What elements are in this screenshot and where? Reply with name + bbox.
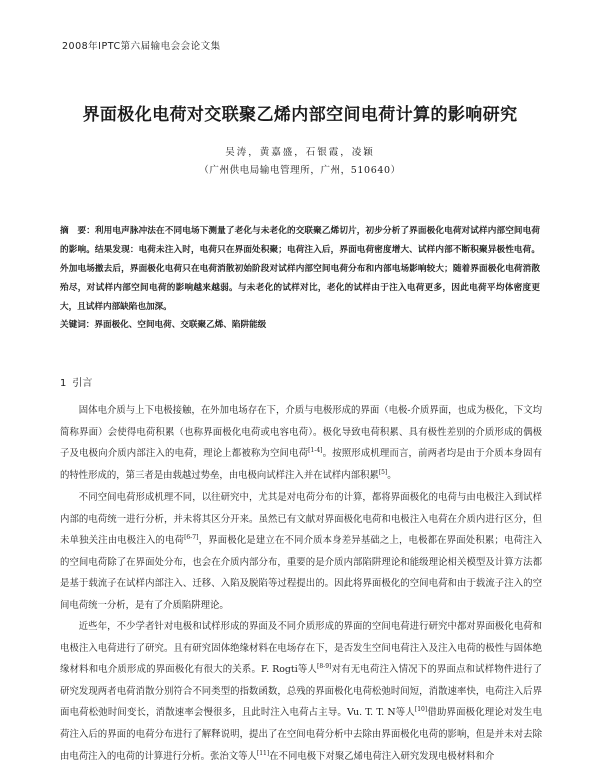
running-header: 2008年IPTC第六届输电会会论文集 bbox=[62, 41, 221, 52]
affiliation: （广州供电局输电管理所，广州，510640） bbox=[199, 165, 401, 176]
citation: [5] bbox=[378, 468, 388, 476]
paragraph-2 bbox=[60, 487, 542, 617]
paragraph-text: 。 bbox=[387, 469, 397, 481]
paragraph-text: 。按照形成机理而言，前两者均是由于介质本身固有的特性形成的，第三者是由载越过势垒，由电极向试样注入并在试样内部积累 bbox=[60, 448, 542, 481]
paragraph-text: 借助界面极化理论对发生电荷注入后的界面的电荷分布进行了解释说明，提出了在空间电荷分析中去除由界面极化电荷的影响，但是并未对去除由电荷注入的电荷的计算进行分析。张治文等人 bbox=[60, 707, 542, 762]
citation: [11] bbox=[256, 749, 270, 757]
paragraph-text: ，界面极化是建立在不同介质本身差异基础之上，电极都在界面处积累；电荷注入的空间电荷除了在界面处分布，也会在介质内部分布，重要的是介质内部陷阱理论和能级理论相关模型及计算方法都是基于载流子在试样内部注入、迁移、入陷及脱陷等过程提出的。因此将界面极化的空间电荷和由于载流子注入的空间电荷统一分析，是有了介质陷阱理论。 bbox=[60, 535, 542, 611]
paragraph-1 bbox=[60, 400, 542, 486]
keywords bbox=[60, 316, 540, 335]
paragraph-text: 在不同电极下对聚乙烯电荷注入研究发现电极材料和介 bbox=[269, 750, 495, 762]
paragraph-text: 对有无电荷注入情况下的界面点和试样物件进行了研究发现两者电荷消散分别符合不同类型的指数函数，总残的界面极化电荷松弛时间短，消散速率快，电荷注入后界面电荷松弛时间变长，消散速率会慢很多，且此时注入电荷占主导。Vu. T. T. N等人 bbox=[60, 664, 542, 719]
authors: 吴涛，黄嘉盛，石银霞，凌颖 bbox=[225, 147, 375, 158]
keywords-text: 界面极化、空间电荷、交联聚乙烯、陷阱能级 bbox=[94, 320, 267, 330]
abstract bbox=[60, 222, 540, 317]
citation: [8-9] bbox=[317, 663, 332, 671]
paragraph-3 bbox=[60, 616, 542, 767]
abstract-text: 利用电声脉冲法在不同电场下测量了老化与未老化的交联聚乙烯切片，初步分析了界面极化电荷对试样内部空间电荷的影响。结果发现：电荷未注入时，电荷只在界面处积聚；电荷注入后，界面电荷密度增大、试样内部不断积聚异极性电荷。外加电场撤去后，界面极化电荷只在电荷消散初始阶段对试样内部空间电荷分布和内部电场影响较大；随着界面极化电荷消散殆尽，对试样内部空间电荷的影响越来越弱。与未老化的试样对比，老化的试样由于注入电荷更多，因此电荷平均体密度更大，且试样内部缺陷也加深。 bbox=[60, 226, 540, 312]
paragraph-text: 近些年，不少学者针对电极和试样形成的界面及不同介质形成的界面的空间电荷进行研究中都对界面极化电荷和电极注入电荷进行了研究。且有研究固体绝缘材料在电场存在下，是否发生空间电荷注入及注入电荷的极性与固体绝缘材料和电介质形成的界面极化有很大的关系。F. Rogti等人 bbox=[60, 621, 542, 676]
paragraph-text: 固体电介质与上下电极接触，在外加电场存在下，介质与电极形成的界面（电极-介质界面，也成为极化，下文均简称界面）会使得电荷积累（也称界面极化电荷或电容电荷）。极化导致电荷积累、具有极性差别的介质形成的偶极子及电极向介质内部注入的电荷，理论上都被称为空间电荷 bbox=[60, 405, 542, 460]
citation: [1-4] bbox=[308, 447, 323, 455]
citation: [6-7] bbox=[184, 534, 199, 542]
citation: [10] bbox=[414, 706, 428, 714]
section-heading bbox=[60, 374, 92, 389]
abstract-label: 摘 要： bbox=[60, 226, 95, 236]
paper-title: 界面极化电荷对交联聚乙烯内部空间电荷计算的影响研究 bbox=[82, 105, 518, 125]
section-number: 1 bbox=[60, 378, 67, 389]
paragraph-text: 不同空间电荷形成机理不同，以往研究中，尤其是对电荷分布的计算，都将界面极化的电荷与由电极注入到试样内部的电荷统一进行分析，并未将其区分开来。虽然已有文献对界面极化电荷和电极注入电荷在介质内进行区分，但未单独关注由电极注入的电荷 bbox=[60, 492, 542, 547]
section-title: 引言 bbox=[72, 378, 93, 389]
keywords-label: 关键词： bbox=[60, 320, 95, 330]
